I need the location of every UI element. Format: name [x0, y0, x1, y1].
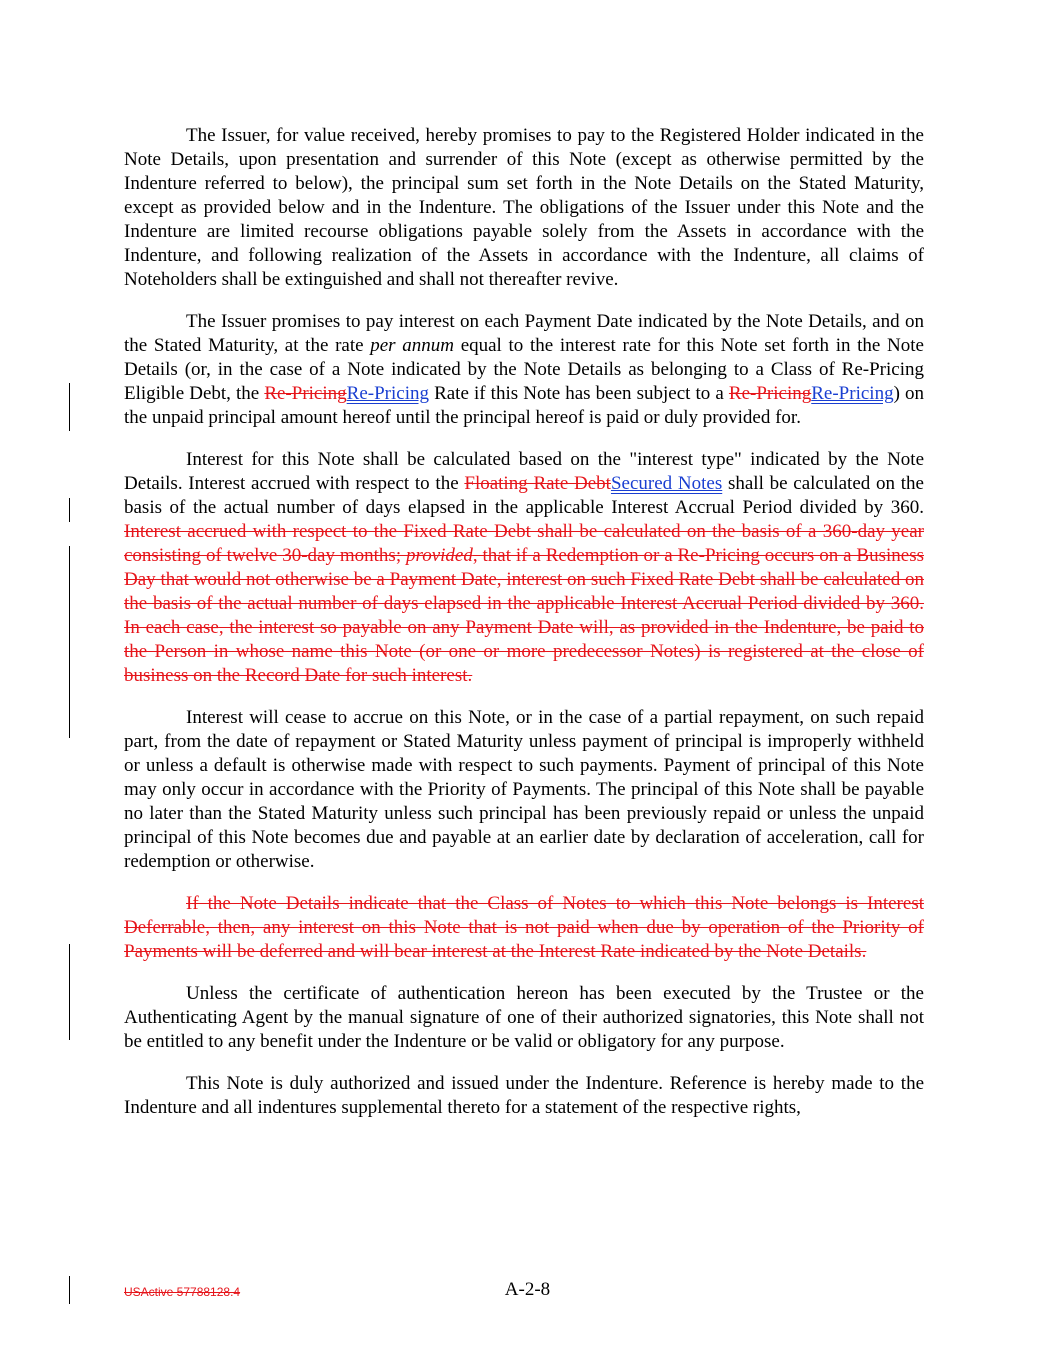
- paragraph-issuer-promise: The Issuer, for value received, hereby promises to pay to the Registered Holder indicated in the Note Details, upon presentation and surrender of this Note (except as otherwise permitted by the Indenture referred to below), the principal sum set forth in the Note Details on the Stated Maturity, except as provided below and in the Indenture. The obligations of the Issuer under this Note and the Indenture are limited recourse obligations payable solely from the Assets in accordance with the Indenture, and following realization of the Assets in accordance with the Indenture, all claims of Noteholders shall be extinguished and shall not thereafter revive.: [124, 125, 924, 290]
- text-run: equal to the interest rate for this Note set forth in the Note Details (or, in the case of a Note indicated by the Note Details as belonging to a Class of Re-Pricing Eligible Debt, the: [124, 335, 924, 404]
- paragraph-interest-cessation: Interest will cease to accrue on this Note, or in the case of a partial repayment, on such repaid part, from the date of repayment or Stated Maturity unless payment of principal is improperly withheld or unless a default is otherwise made with respect to such payments. Payment of principal of this Note may only occur in accordance with the Priority of Payments. The principal of this Note shall be payable no later than the Stated Maturity unless such principal has been previously repaid or unless the unpaid principal of this Note becomes due and payable at an earlier date by declaration of acceleration, call for redemption or otherwise.: [124, 707, 924, 872]
- inserted-text: Secured Notes: [610, 473, 723, 494]
- deleted-italic-text: provided: [406, 545, 473, 566]
- document-body: [124, 124, 924, 1138]
- inserted-text: Re-Pricing: [811, 383, 894, 404]
- deleted-text: Interest accrued with respect to the Fixed Rate Debt shall be calculated on the basis of a 360-day year consisting of twelve 30-day months;: [124, 521, 924, 566]
- deleted-text: Re-Pricing: [264, 383, 347, 404]
- paragraph-authentication: Unless the certificate of authentication hereon has been executed by the Trustee or the Authenticating Agent by the manual signature of one of their authorized signatories, this Note shall not be entitled to any benefit under the Indenture or be valid or obligatory for any purpose.: [124, 983, 924, 1052]
- change-bar: [69, 498, 70, 522]
- text-run: Rate if this Note has been subject to a: [428, 383, 729, 404]
- footer-document-id: USActive 57788128.4: [124, 1285, 241, 1299]
- text-run: ) on the unpaid principal amount hereof until the principal hereof is paid or duly provided for.: [124, 383, 924, 428]
- paragraph-interest-rate: [124, 310, 924, 430]
- change-bar: [69, 546, 70, 738]
- change-bar: [69, 944, 70, 1040]
- paragraph-authorization: This Note is duly authorized and issued under the Indenture. Reference is hereby made to the Indenture and all indentures supplemental thereto for a statement of the respective rights,: [124, 1073, 924, 1118]
- italic-term: per annum: [370, 335, 454, 356]
- footer-page-number: A-2-8: [504, 1279, 551, 1300]
- deleted-text: Floating Rate Debt: [464, 473, 611, 494]
- text-run: Interest for this Note shall be calculated based on the "interest type" indicated by the Note Details. Interest accrued with respect to the: [124, 449, 924, 494]
- deleted-text: Re-Pricing: [728, 383, 812, 404]
- inserted-text: Re-Pricing: [346, 383, 429, 404]
- deleted-text: , that if a Redemption or a Re-Pricing occurs on a Business Day that would not otherwise be a Payment Date, interest on such Fixed Rate Debt shall be calculated on the basis of the actual number of days elapsed in the applicable Interest Accrual Period divided by 360. In each case, the interest so payable on any Payment Date will, as provided in the Indenture, be paid to the Person in whose name this Note (or one or more predecessor Notes) is registered at the close of business on the Record Date for such interest.: [124, 545, 924, 686]
- paragraph-interest-calculation: [124, 448, 924, 688]
- text-run: The Issuer promises to pay interest on each Payment Date indicated by the Note Details, and on the Stated Maturity, at the rate: [124, 311, 924, 356]
- text-run: shall be calculated on the basis of the actual number of days elapsed in the applicable Interest Accrual Period divided by 360.: [124, 473, 924, 518]
- change-bar: [69, 383, 70, 431]
- paragraph-deleted-interest-deferrable: If the Note Details indicate that the Class of Notes to which this Note belongs is Interest Deferrable, then, any interest on this Note that is not paid when due by operation of the Priority of Payments will be deferred and will bear interest at the Interest Rate indicated by the Note Details.: [124, 893, 924, 962]
